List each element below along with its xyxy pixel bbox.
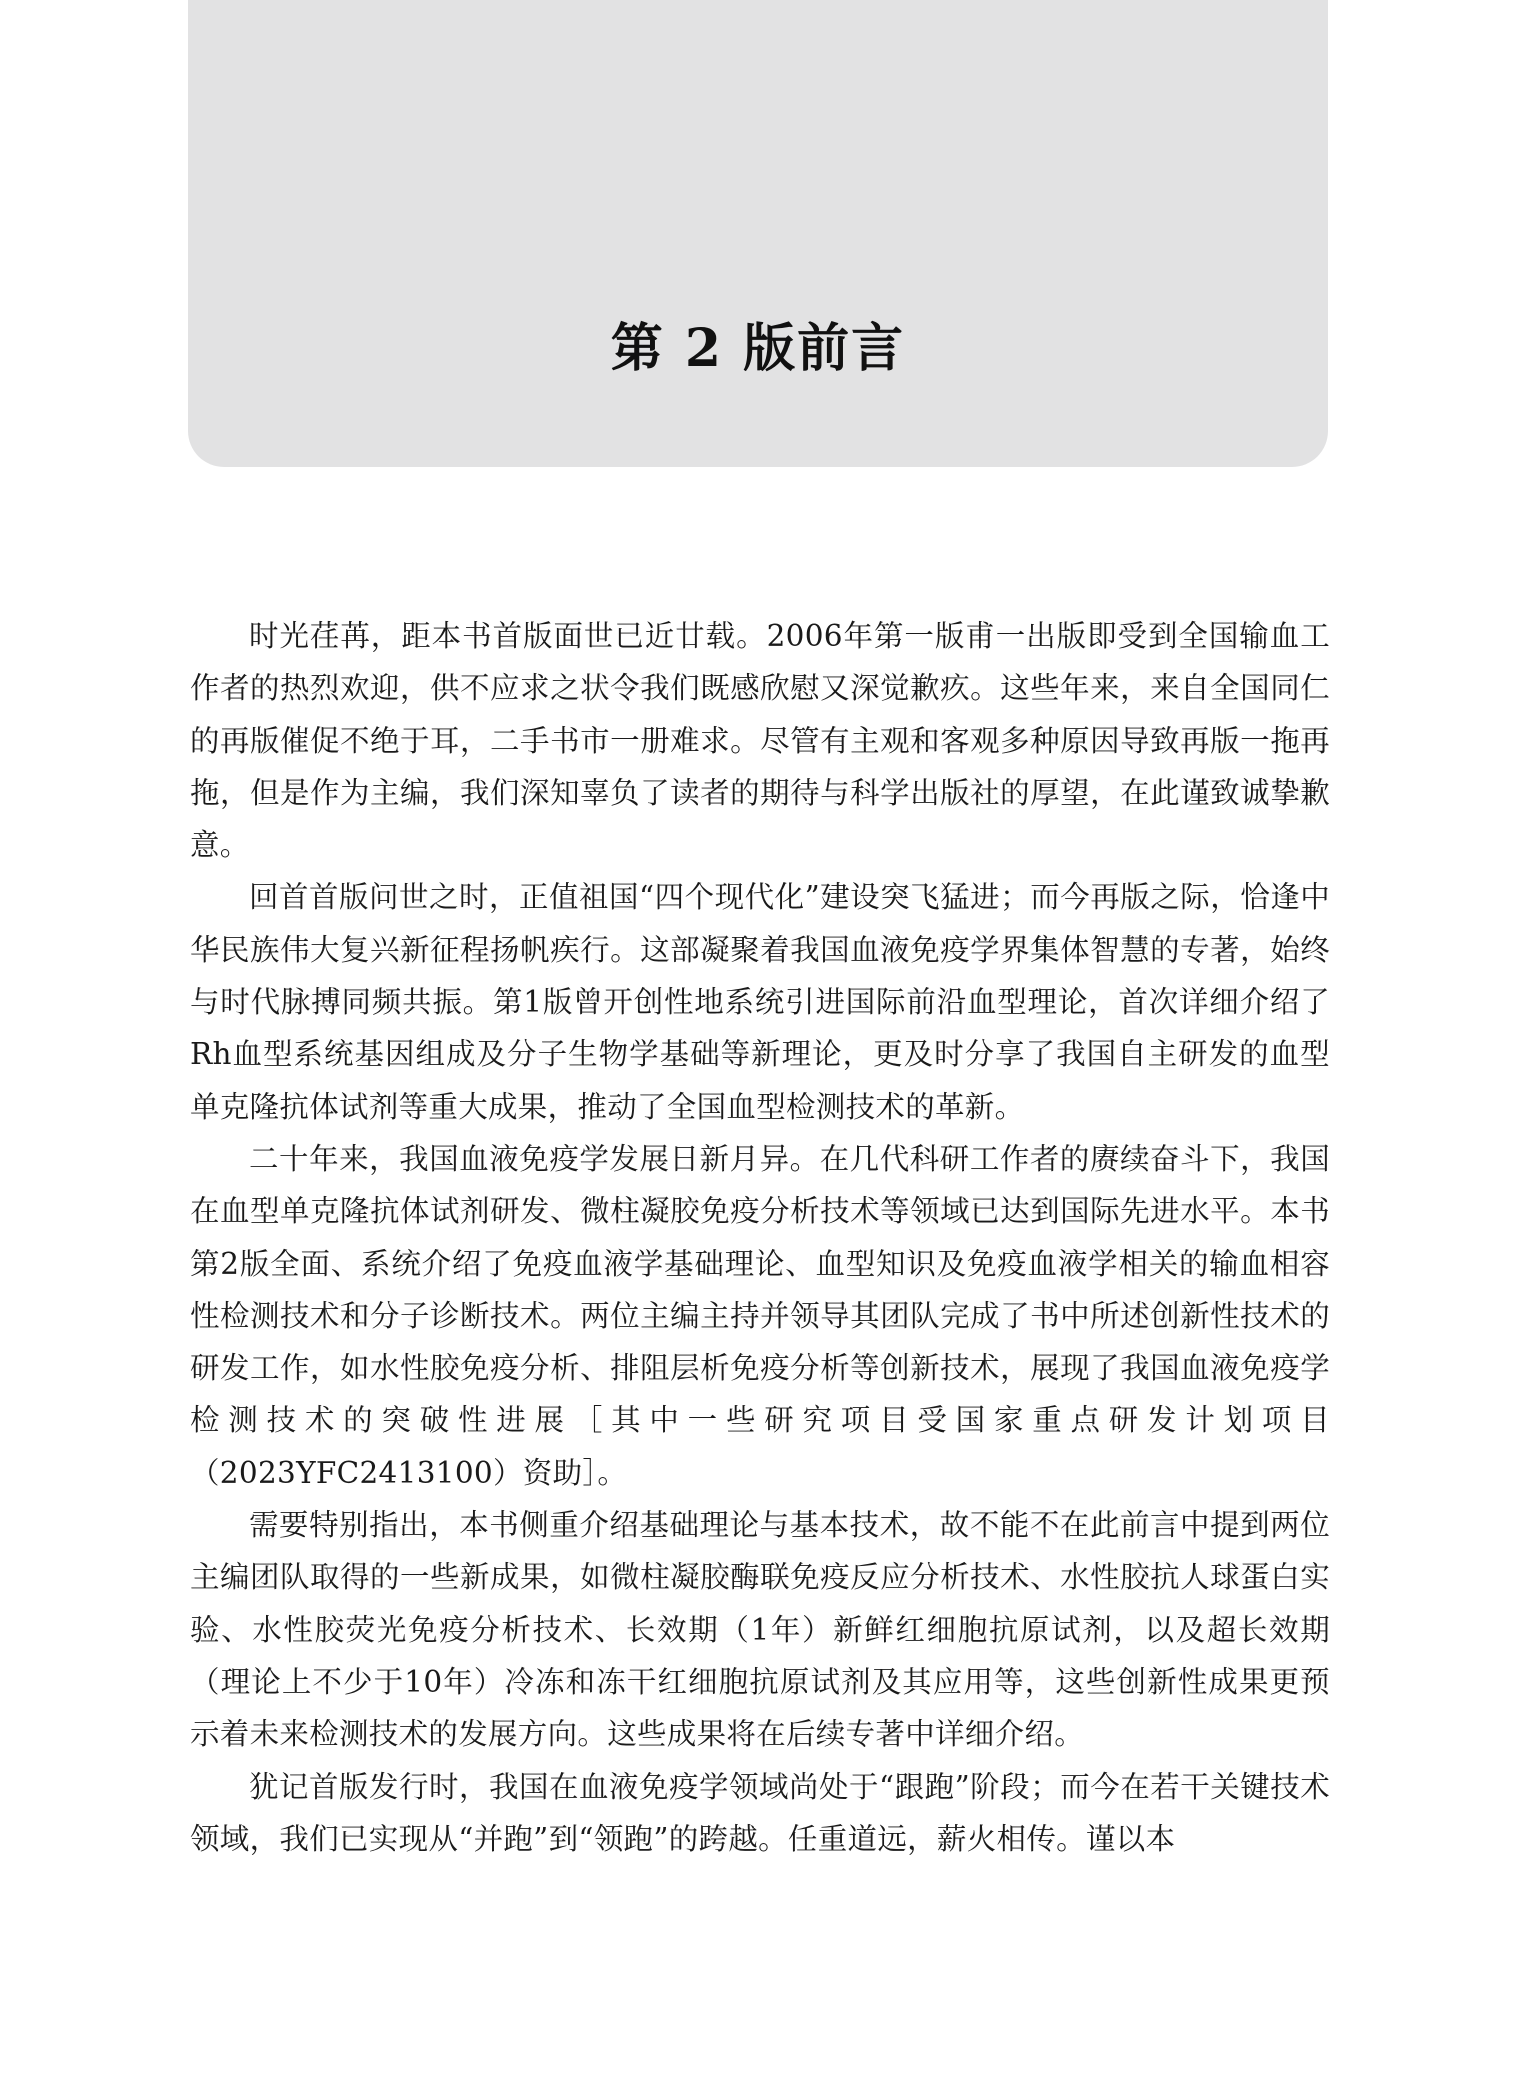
paragraph-5: 犹记首版发行时，我国在血液免疫学领域尚处于“跟跑”阶段；而今在若干关键技术领域，我们已实现从“并跑”到“领跑”的跨越。任重道远，薪火相传。谨以本 xyxy=(190,1769,1330,1856)
paragraph-3: 二十年来，我国血液免疫学发展日新月异。在几代科研工作者的赓续奋斗下，我国在血型单克隆抗体试剂研发、微柱凝胶免疫分析技术等领域已达到国际先进水平。本书第2版全面、系统介绍了免疫血液学基础理论、血型知识及免疫血液学相关的输血相容性检测技术和分子诊断技术。两位主编主持并领导其团队完成了书中所述创新性技术的研发工作，如水性胶免疫分析、排阻层析免疫分析等创新技术，展现了我国血液免疫学检测技术的突破性进展［其中一些研究项目受国家重点研发计划项目（2023YFC2413100）资助］。 xyxy=(190,1141,1330,1490)
page-title: 第 2 版前言 xyxy=(610,318,906,379)
paragraph-1: 时光荏苒，距本书首版面世已近廿载。2006年第一版甫一出版即受到全国输血工作者的热烈欢迎，供不应求之状令我们既感欣慰又深觉歉疚。这些年来，来自全国同仁的再版催促不绝于耳，二手书市一册难求。尽管有主观和客观多种原因导致再版一拖再拖，但是作为主编，我们深知辜负了读者的期待与科学出版社的厚望，在此谨致诚挚歉意。 xyxy=(190,619,1330,863)
preface-body xyxy=(190,610,1330,1865)
paragraph-2: 回首首版问世之时，正值祖国“四个现代化”建设突飞猛进；而今再版之际，恰逢中华民族伟大复兴新征程扬帆疾行。这部凝聚着我国血液免疫学界集体智慧的专著，始终与时代脉搏同频共振。第1版曾开创性地系统引进国际前沿血型理论，首次详细介绍了Rh血型系统基因组成及分子生物学基础等新理论，更及时分享了我国自主研发的血型单克隆抗体试剂等重大成果，推动了全国血型检测技术的革新。 xyxy=(190,880,1330,1124)
paragraph-4: 需要特别指出，本书侧重介绍基础理论与基本技术，故不能不在此前言中提到两位主编团队取得的一些新成果，如微柱凝胶酶联免疫反应分析技术、水性胶抗人球蛋白实验、水性胶荧光免疫分析技术、长效期（1年）新鲜红细胞抗原试剂，以及超长效期（理论上不少于10年）冷冻和冻干红细胞抗原试剂及其应用等，这些创新性成果更预示着未来检测技术的发展方向。这些成果将在后续专著中详细介绍。 xyxy=(190,1508,1330,1752)
header-panel xyxy=(188,0,1328,467)
